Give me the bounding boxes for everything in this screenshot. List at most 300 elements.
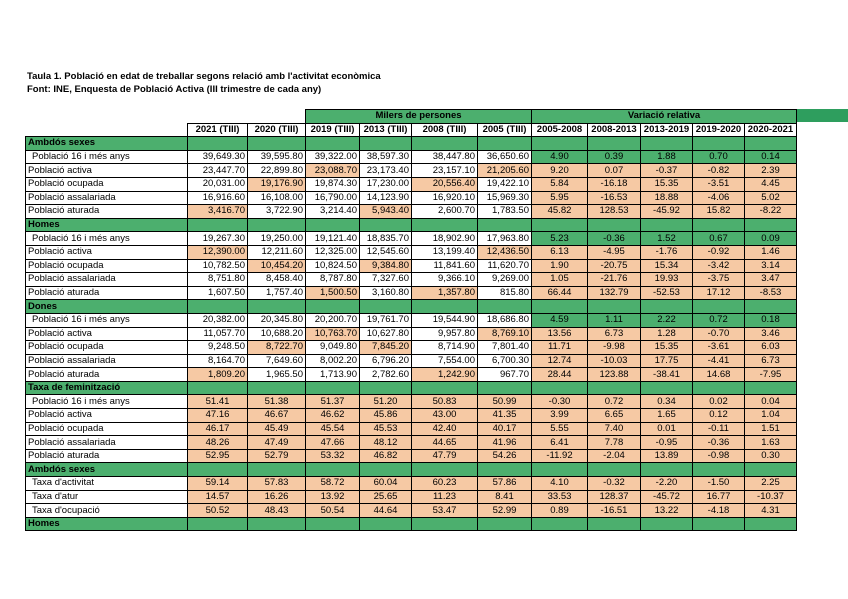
value-cell: 0.34: [641, 395, 693, 409]
value-cell: 5.84: [532, 177, 588, 191]
value-cell: 38,447.80: [412, 150, 478, 164]
value-cell: 1.04: [745, 409, 797, 423]
value-cell: -7.95: [745, 368, 797, 382]
value-cell: 10,763.70: [306, 327, 360, 341]
value-cell: -45.92: [641, 205, 693, 219]
table-row: [26, 286, 797, 300]
value-cell: 47.49: [248, 436, 306, 450]
value-cell: 16.77: [693, 490, 745, 504]
section-cell: [248, 137, 306, 151]
row-label: Població ocupada: [26, 177, 188, 191]
value-cell: 13.92: [306, 490, 360, 504]
column-header-row: [26, 123, 797, 137]
value-cell: 42.40: [412, 422, 478, 436]
column-header: 2008 (TIII): [412, 123, 478, 137]
value-cell: 9,049.80: [306, 341, 360, 355]
value-cell: 45.86: [360, 409, 412, 423]
value-cell: 51.41: [188, 395, 248, 409]
value-cell: 45.49: [248, 422, 306, 436]
value-cell: 4.90: [532, 150, 588, 164]
value-cell: -9.98: [588, 341, 641, 355]
section-row: [26, 463, 797, 477]
value-cell: 40.17: [478, 422, 532, 436]
table-row: [26, 504, 797, 518]
value-cell: 23,447.70: [188, 164, 248, 178]
column-header: 2019-2020: [693, 123, 745, 137]
section-label: Homes: [26, 517, 188, 531]
value-cell: 12,545.60: [360, 245, 412, 259]
row-label: Població aturada: [26, 286, 188, 300]
value-cell: 2.39: [745, 164, 797, 178]
table-row: [26, 422, 797, 436]
value-cell: 14,123.90: [360, 191, 412, 205]
section-cell: [588, 300, 641, 314]
value-cell: 4.45: [745, 177, 797, 191]
value-cell: 16.26: [248, 490, 306, 504]
value-cell: 16,790.00: [306, 191, 360, 205]
value-cell: 19,250.00: [248, 232, 306, 246]
section-label: Ambdós sexes: [26, 137, 188, 151]
section-cell: [641, 381, 693, 395]
column-header: 2019 (TIII): [306, 123, 360, 137]
value-cell: 12.74: [532, 354, 588, 368]
section-label: Ambdós sexes: [26, 463, 188, 477]
section-cell: [588, 463, 641, 477]
value-cell: 8,751.80: [188, 273, 248, 287]
value-cell: 28.44: [532, 368, 588, 382]
table-row: [26, 341, 797, 355]
table-row: [26, 354, 797, 368]
header-spacer: [26, 110, 188, 124]
value-cell: 18,902.90: [412, 232, 478, 246]
value-cell: 1.65: [641, 409, 693, 423]
section-cell: [745, 300, 797, 314]
value-cell: 1,965.50: [248, 368, 306, 382]
section-cell: [188, 381, 248, 395]
section-cell: [588, 137, 641, 151]
value-cell: 5.55: [532, 422, 588, 436]
header-spacer: [248, 110, 306, 124]
row-label: Població 16 i més anys: [26, 313, 188, 327]
row-label: Població 16 i més anys: [26, 232, 188, 246]
value-cell: 1.51: [745, 422, 797, 436]
value-cell: 66.44: [532, 286, 588, 300]
value-cell: 132.79: [588, 286, 641, 300]
header-spacer: [26, 123, 188, 137]
value-cell: 50.52: [188, 504, 248, 518]
table-row: [26, 409, 797, 423]
value-cell: 46.67: [248, 409, 306, 423]
value-cell: -1.76: [641, 245, 693, 259]
section-cell: [745, 137, 797, 151]
section-cell: [412, 137, 478, 151]
value-cell: 2,600.70: [412, 205, 478, 219]
value-cell: 8,714.90: [412, 341, 478, 355]
section-cell: [641, 300, 693, 314]
value-cell: 15.34: [641, 259, 693, 273]
value-cell: 1.88: [641, 150, 693, 164]
value-cell: 41.35: [478, 409, 532, 423]
value-cell: 46.82: [360, 449, 412, 463]
value-cell: -10.03: [588, 354, 641, 368]
section-cell: [693, 517, 745, 531]
value-cell: 33.53: [532, 490, 588, 504]
value-cell: 9,957.80: [412, 327, 478, 341]
value-cell: 1,242.90: [412, 368, 478, 382]
value-cell: 23,088.70: [306, 164, 360, 178]
value-cell: 44.64: [360, 504, 412, 518]
row-label: Població ocupada: [26, 259, 188, 273]
section-cell: [588, 517, 641, 531]
section-cell: [745, 463, 797, 477]
value-cell: 6,796.20: [360, 354, 412, 368]
value-cell: 8,787.80: [306, 273, 360, 287]
value-cell: 18,835.70: [360, 232, 412, 246]
value-cell: 58.72: [306, 477, 360, 491]
section-cell: [188, 300, 248, 314]
value-cell: 8,164.70: [188, 354, 248, 368]
section-cell: [693, 218, 745, 232]
section-cell: [306, 463, 360, 477]
section-cell: [360, 300, 412, 314]
value-cell: -0.82: [693, 164, 745, 178]
section-label: Homes: [26, 218, 188, 232]
value-cell: -20.75: [588, 259, 641, 273]
value-cell: 15.35: [641, 177, 693, 191]
section-row: [26, 137, 797, 151]
value-cell: 15,969.30: [478, 191, 532, 205]
value-cell: -0.36: [693, 436, 745, 450]
value-cell: 54.26: [478, 449, 532, 463]
value-cell: 16,920.10: [412, 191, 478, 205]
value-cell: 6.13: [532, 245, 588, 259]
section-cell: [306, 381, 360, 395]
group-header-row: [26, 110, 797, 124]
value-cell: 19,422.10: [478, 177, 532, 191]
value-cell: 9,248.50: [188, 341, 248, 355]
row-label: Població ocupada: [26, 341, 188, 355]
value-cell: 7.78: [588, 436, 641, 450]
section-cell: [306, 517, 360, 531]
value-cell: 1,757.40: [248, 286, 306, 300]
value-cell: 13.22: [641, 504, 693, 518]
value-cell: 0.12: [693, 409, 745, 423]
section-cell: [360, 517, 412, 531]
value-cell: 4.31: [745, 504, 797, 518]
value-cell: -0.37: [641, 164, 693, 178]
value-cell: -10.37: [745, 490, 797, 504]
value-cell: 3.47: [745, 273, 797, 287]
value-cell: 6.03: [745, 341, 797, 355]
row-label: Població 16 i més anys: [26, 395, 188, 409]
section-cell: [306, 300, 360, 314]
section-cell: [412, 300, 478, 314]
value-cell: 1,357.80: [412, 286, 478, 300]
value-cell: 52.79: [248, 449, 306, 463]
value-cell: 7,649.60: [248, 354, 306, 368]
section-cell: [532, 218, 588, 232]
table-row: [26, 327, 797, 341]
row-label: Població activa: [26, 327, 188, 341]
value-cell: 57.86: [478, 477, 532, 491]
value-cell: 0.18: [745, 313, 797, 327]
value-cell: 17,963.80: [478, 232, 532, 246]
value-cell: 8,002.20: [306, 354, 360, 368]
value-cell: 2,782.60: [360, 368, 412, 382]
value-cell: 12,390.00: [188, 245, 248, 259]
value-cell: 13.56: [532, 327, 588, 341]
value-cell: 7,554.00: [412, 354, 478, 368]
section-cell: [745, 381, 797, 395]
value-cell: 46.17: [188, 422, 248, 436]
table-row: [26, 177, 797, 191]
value-cell: 19,121.40: [306, 232, 360, 246]
title-block: [27, 70, 381, 96]
value-cell: -3.42: [693, 259, 745, 273]
value-cell: 48.12: [360, 436, 412, 450]
value-cell: -3.61: [693, 341, 745, 355]
value-cell: 4.59: [532, 313, 588, 327]
table-source: Font: INE, Enquesta de Població Activa (III trimestre de cada any): [27, 84, 322, 95]
data-table: [25, 109, 797, 531]
column-header: 2013-2019: [641, 123, 693, 137]
value-cell: 20,556.40: [412, 177, 478, 191]
value-cell: 15.35: [641, 341, 693, 355]
value-cell: -0.11: [693, 422, 745, 436]
value-cell: 50.83: [412, 395, 478, 409]
section-cell: [588, 381, 641, 395]
value-cell: 128.53: [588, 205, 641, 219]
column-header: 2008-2013: [588, 123, 641, 137]
section-cell: [532, 381, 588, 395]
value-cell: 9,269.00: [478, 273, 532, 287]
value-cell: 1.28: [641, 327, 693, 341]
table-row: [26, 449, 797, 463]
section-label: Dones: [26, 300, 188, 314]
section-cell: [745, 218, 797, 232]
value-cell: 1,783.50: [478, 205, 532, 219]
value-cell: -38.41: [641, 368, 693, 382]
value-cell: 19,176.90: [248, 177, 306, 191]
value-cell: 128.37: [588, 490, 641, 504]
section-cell: [532, 463, 588, 477]
value-cell: 1.46: [745, 245, 797, 259]
section-cell: [532, 517, 588, 531]
table-row: [26, 313, 797, 327]
value-cell: 19,544.90: [412, 313, 478, 327]
value-cell: 3,416.70: [188, 205, 248, 219]
value-cell: 0.30: [745, 449, 797, 463]
value-cell: 59.14: [188, 477, 248, 491]
value-cell: 19,761.70: [360, 313, 412, 327]
value-cell: 10,824.50: [306, 259, 360, 273]
value-cell: 53.32: [306, 449, 360, 463]
value-cell: 2.22: [641, 313, 693, 327]
value-cell: 0.89: [532, 504, 588, 518]
section-cell: [360, 463, 412, 477]
section-cell: [478, 517, 532, 531]
value-cell: 46.62: [306, 409, 360, 423]
row-label: Taxa d'ocupació: [26, 504, 188, 518]
value-cell: -3.51: [693, 177, 745, 191]
value-cell: 0.14: [745, 150, 797, 164]
value-cell: 9.20: [532, 164, 588, 178]
value-cell: 0.72: [588, 395, 641, 409]
section-cell: [188, 218, 248, 232]
value-cell: 52.95: [188, 449, 248, 463]
value-cell: 17.12: [693, 286, 745, 300]
value-cell: 5.95: [532, 191, 588, 205]
value-cell: 7,801.40: [478, 341, 532, 355]
value-cell: 20,382.00: [188, 313, 248, 327]
row-label: Població aturada: [26, 205, 188, 219]
table-row: [26, 395, 797, 409]
section-cell: [641, 517, 693, 531]
section-cell: [248, 300, 306, 314]
value-cell: -0.92: [693, 245, 745, 259]
section-cell: [188, 463, 248, 477]
row-label: Població assalariada: [26, 436, 188, 450]
value-cell: 10,454.20: [248, 259, 306, 273]
value-cell: 1.63: [745, 436, 797, 450]
value-cell: 3,722.90: [248, 205, 306, 219]
value-cell: 5.23: [532, 232, 588, 246]
value-cell: 22,899.80: [248, 164, 306, 178]
value-cell: 10,782.50: [188, 259, 248, 273]
value-cell: 20,345.80: [248, 313, 306, 327]
row-label: Població 16 i més anys: [26, 150, 188, 164]
section-cell: [641, 463, 693, 477]
value-cell: 1,809.20: [188, 368, 248, 382]
row-label: Taxa d'atur: [26, 490, 188, 504]
value-cell: 20,200.70: [306, 313, 360, 327]
value-cell: 45.82: [532, 205, 588, 219]
value-cell: 39,649.30: [188, 150, 248, 164]
row-label: Població activa: [26, 164, 188, 178]
value-cell: 39,322.00: [306, 150, 360, 164]
section-cell: [248, 517, 306, 531]
value-cell: 8.41: [478, 490, 532, 504]
section-cell: [248, 381, 306, 395]
value-cell: 50.54: [306, 504, 360, 518]
value-cell: 19.93: [641, 273, 693, 287]
table-row: [26, 490, 797, 504]
value-cell: 18.88: [641, 191, 693, 205]
value-cell: 23,173.40: [360, 164, 412, 178]
table-row: [26, 232, 797, 246]
value-cell: 8,769.10: [478, 327, 532, 341]
value-cell: 52.99: [478, 504, 532, 518]
value-cell: 45.54: [306, 422, 360, 436]
value-cell: 19,267.30: [188, 232, 248, 246]
value-cell: 13,199.40: [412, 245, 478, 259]
section-cell: [641, 218, 693, 232]
value-cell: -21.76: [588, 273, 641, 287]
value-cell: 11,841.60: [412, 259, 478, 273]
value-cell: -1.50: [693, 477, 745, 491]
value-cell: 36,650.60: [478, 150, 532, 164]
value-cell: -16.53: [588, 191, 641, 205]
section-row: [26, 300, 797, 314]
table-row: [26, 259, 797, 273]
value-cell: 0.07: [588, 164, 641, 178]
value-cell: 11.71: [532, 341, 588, 355]
value-cell: 3.46: [745, 327, 797, 341]
value-cell: 1.05: [532, 273, 588, 287]
value-cell: 7,845.20: [360, 341, 412, 355]
value-cell: 815.80: [478, 286, 532, 300]
value-cell: 0.72: [693, 313, 745, 327]
value-cell: 0.70: [693, 150, 745, 164]
value-cell: 7.40: [588, 422, 641, 436]
value-cell: 10,627.80: [360, 327, 412, 341]
row-label: Població activa: [26, 409, 188, 423]
column-header: 2013 (TIII): [360, 123, 412, 137]
value-cell: 44.65: [412, 436, 478, 450]
section-cell: [693, 300, 745, 314]
section-cell: [478, 218, 532, 232]
value-cell: 51.20: [360, 395, 412, 409]
value-cell: 10,688.20: [248, 327, 306, 341]
value-cell: 60.04: [360, 477, 412, 491]
value-cell: 12,211.60: [248, 245, 306, 259]
value-cell: 20,031.00: [188, 177, 248, 191]
section-row: [26, 381, 797, 395]
value-cell: 6,700.30: [478, 354, 532, 368]
section-row: [26, 517, 797, 531]
section-cell: [693, 137, 745, 151]
value-cell: 53.47: [412, 504, 478, 518]
section-label: Taxa de feminització: [26, 381, 188, 395]
value-cell: 17,230.00: [360, 177, 412, 191]
value-cell: 11.23: [412, 490, 478, 504]
section-cell: [248, 463, 306, 477]
value-cell: 1.11: [588, 313, 641, 327]
section-cell: [693, 381, 745, 395]
table-title: Taula 1. Població en edat de treballar segons relació amb l'activitat econòmica: [27, 71, 381, 82]
row-label: Població assalariada: [26, 354, 188, 368]
value-cell: 3,214.40: [306, 205, 360, 219]
table-row: [26, 150, 797, 164]
value-cell: -2.04: [588, 449, 641, 463]
section-cell: [188, 137, 248, 151]
value-cell: 11,620.70: [478, 259, 532, 273]
value-cell: 47.16: [188, 409, 248, 423]
section-cell: [360, 218, 412, 232]
row-label: Taxa d'activitat: [26, 477, 188, 491]
value-cell: 38,597.30: [360, 150, 412, 164]
section-cell: [478, 137, 532, 151]
value-cell: 13.89: [641, 449, 693, 463]
value-cell: 8,722.70: [248, 341, 306, 355]
value-cell: -4.06: [693, 191, 745, 205]
value-cell: 45.53: [360, 422, 412, 436]
section-cell: [188, 517, 248, 531]
header-spacer: [188, 110, 248, 124]
value-cell: 123.88: [588, 368, 641, 382]
value-cell: 2.25: [745, 477, 797, 491]
value-cell: 1,607.50: [188, 286, 248, 300]
section-cell: [478, 381, 532, 395]
table-row: [26, 164, 797, 178]
value-cell: 0.09: [745, 232, 797, 246]
value-cell: -0.36: [588, 232, 641, 246]
value-cell: 14.68: [693, 368, 745, 382]
table-row: [26, 477, 797, 491]
value-cell: -16.51: [588, 504, 641, 518]
row-label: Població activa: [26, 245, 188, 259]
column-header: 2005 (TIII): [478, 123, 532, 137]
